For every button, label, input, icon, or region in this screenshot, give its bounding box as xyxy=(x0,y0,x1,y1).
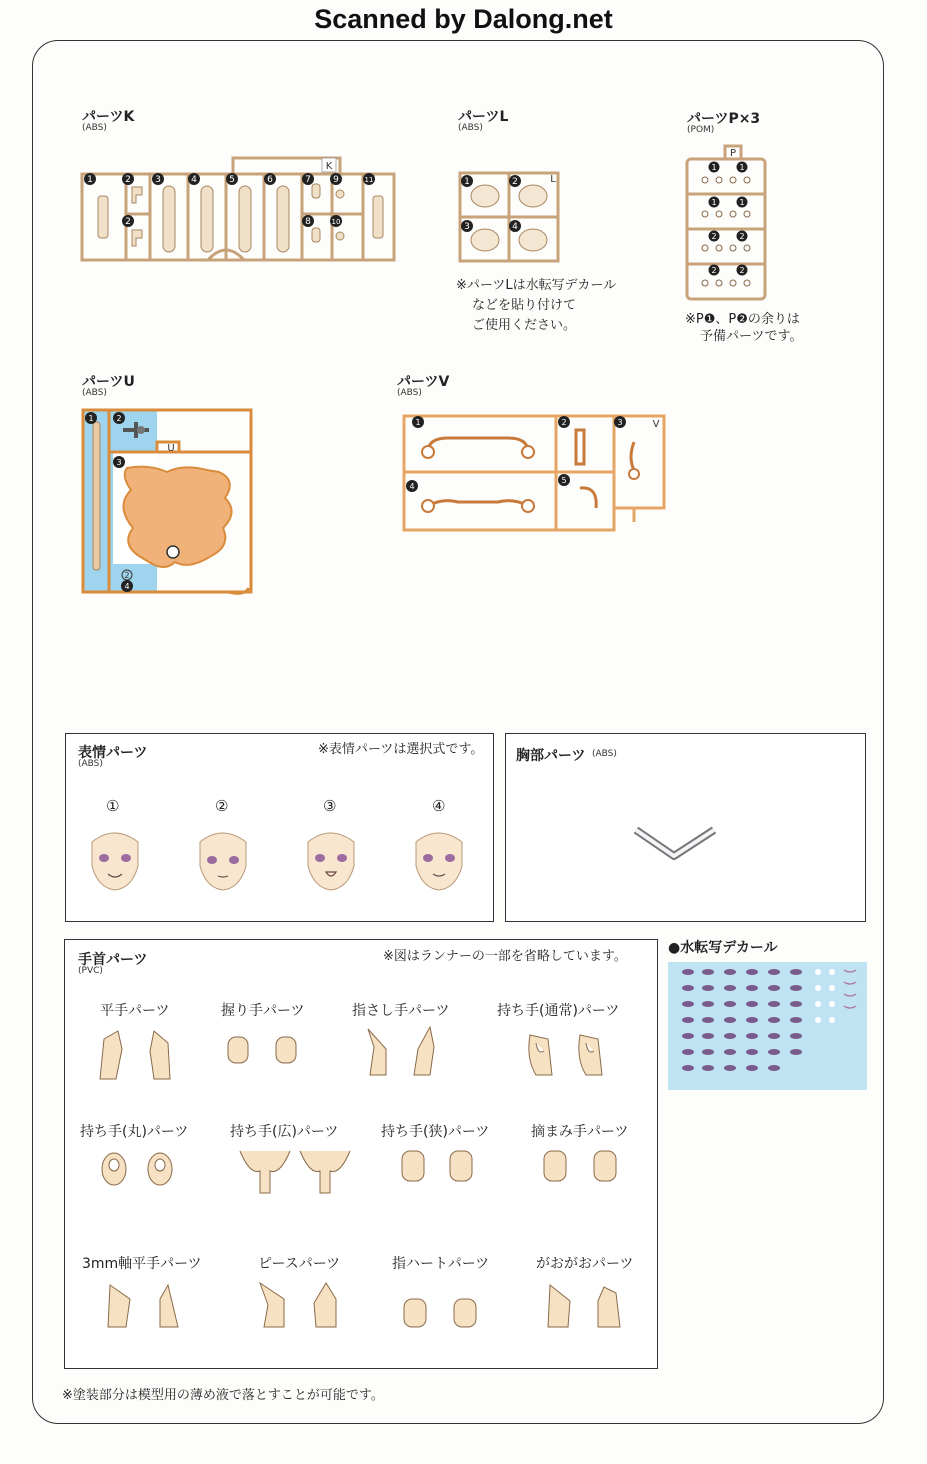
parts-l-note-2: などを貼り付けて xyxy=(472,298,577,313)
parts-u-material: (ABS) xyxy=(82,388,107,398)
parts-l-letter: L xyxy=(550,174,556,185)
parts-l-note-1: ※パーツLは水転写デカール xyxy=(456,278,617,293)
parts-l-title: パーツL xyxy=(458,109,509,125)
parts-p-letter: P xyxy=(729,148,737,159)
hand-label-fist: 握り手パーツ xyxy=(221,1003,305,1019)
parts-k-runner xyxy=(78,152,400,270)
svg-text:2: 2 xyxy=(711,266,717,275)
face-number-2: ② xyxy=(215,797,229,815)
face-number-1: ① xyxy=(106,797,120,815)
decal-title: ●水転写デカール xyxy=(668,940,778,956)
decal-sheet xyxy=(668,962,867,1090)
svg-text:2: 2 xyxy=(512,177,518,187)
chest-title: 胸部パーツ xyxy=(516,748,586,764)
parts-p-note-2: 予備パーツです。 xyxy=(700,329,803,344)
scan-credit: Scanned by Dalong.net xyxy=(314,4,613,34)
hand-label-3mm-flat: 3mm軸平手パーツ xyxy=(82,1256,202,1272)
parts-v-title: パーツV xyxy=(397,374,450,390)
hand-label-pinching: 摘まみ手パーツ xyxy=(531,1124,629,1140)
face-number-3: ③ xyxy=(323,797,337,815)
footer-note: ※塗装部分は模型用の薄め液で落とすことが可能です。 xyxy=(62,1388,384,1403)
svg-text:2: 2 xyxy=(739,232,745,241)
expression-material: (ABS) xyxy=(78,759,103,769)
svg-text:1: 1 xyxy=(464,177,470,187)
svg-text:6: 6 xyxy=(267,175,273,185)
hands-material: (PVC) xyxy=(78,966,103,976)
svg-text:1: 1 xyxy=(711,198,717,207)
hands-note: ※図はランナーの一部を省略しています。 xyxy=(383,949,627,964)
parts-v-letter: V xyxy=(652,419,660,430)
expression-faces xyxy=(82,822,472,894)
face-number-4: ④ xyxy=(432,797,446,815)
svg-text:5: 5 xyxy=(561,476,567,485)
svg-text:4: 4 xyxy=(409,482,415,491)
svg-text:4: 4 xyxy=(512,222,518,232)
svg-text:1: 1 xyxy=(711,163,717,172)
hand-label-peace: ピースパーツ xyxy=(258,1256,341,1272)
svg-text:3: 3 xyxy=(617,418,623,427)
svg-text:2: 2 xyxy=(739,266,745,275)
hand-illustrations xyxy=(64,939,656,1367)
parts-l-runner xyxy=(455,168,567,268)
svg-text:7: 7 xyxy=(305,175,311,185)
chest-material: (ABS) xyxy=(592,749,617,759)
svg-text:2: 2 xyxy=(124,571,130,580)
svg-text:5: 5 xyxy=(229,175,235,185)
svg-text:2: 2 xyxy=(125,175,131,185)
svg-text:2: 2 xyxy=(561,418,567,427)
svg-text:1: 1 xyxy=(739,163,745,172)
hands-title: 手首パーツ xyxy=(78,952,148,968)
svg-text:3: 3 xyxy=(464,222,470,232)
svg-text:9: 9 xyxy=(333,175,339,185)
svg-text:8: 8 xyxy=(305,217,311,227)
svg-text:2: 2 xyxy=(116,414,122,423)
parts-k-letter: K xyxy=(325,161,333,172)
svg-text:4: 4 xyxy=(124,582,130,591)
svg-text:2: 2 xyxy=(125,217,131,227)
parts-l-material: (ABS) xyxy=(458,123,483,133)
parts-p-material: (POM) xyxy=(687,125,715,135)
parts-l-note-3: ご使用ください。 xyxy=(472,318,577,333)
parts-u-title: パーツU xyxy=(82,374,135,390)
parts-k-title: パーツK xyxy=(82,109,135,125)
svg-text:1: 1 xyxy=(87,175,93,185)
hand-label-holding-round: 持ち手(丸)パーツ xyxy=(80,1124,189,1140)
parts-p-note-1: ※P❶、P❷の余りは xyxy=(685,312,800,327)
svg-text:10: 10 xyxy=(331,218,341,226)
svg-text:3: 3 xyxy=(116,458,122,467)
parts-v-runner xyxy=(398,408,670,536)
hand-label-holding-normal: 持ち手(通常)パーツ xyxy=(497,1003,620,1019)
expression-title: 表情パーツ xyxy=(78,745,148,761)
parts-v-material: (ABS) xyxy=(397,388,422,398)
svg-text:4: 4 xyxy=(191,175,197,185)
svg-text:1: 1 xyxy=(739,198,745,207)
hand-label-holding-wide: 持ち手(広)パーツ xyxy=(230,1124,339,1140)
hand-label-gaogao: がおがおパーツ xyxy=(536,1256,634,1272)
expression-note: ※表情パーツは選択式です。 xyxy=(318,742,484,757)
parts-p-title: パーツP×3 xyxy=(687,111,761,127)
hand-label-holding-narrow: 持ち手(狭)パーツ xyxy=(381,1124,490,1140)
parts-u-letter: U xyxy=(167,443,175,454)
svg-text:2: 2 xyxy=(711,232,717,241)
hand-label-finger-heart: 指ハートパーツ xyxy=(392,1256,490,1272)
parts-u-runner xyxy=(79,406,255,602)
parts-p-runner xyxy=(683,142,773,304)
svg-text:1: 1 xyxy=(88,414,94,423)
parts-k-material: (ABS) xyxy=(82,123,107,133)
svg-text:1: 1 xyxy=(415,418,421,427)
svg-text:3: 3 xyxy=(155,175,161,185)
chest-part-image xyxy=(632,822,718,864)
hand-label-pointing: 指さし手パーツ xyxy=(352,1003,450,1019)
hand-label-flat: 平手パーツ xyxy=(100,1003,170,1019)
svg-text:11: 11 xyxy=(364,176,374,184)
